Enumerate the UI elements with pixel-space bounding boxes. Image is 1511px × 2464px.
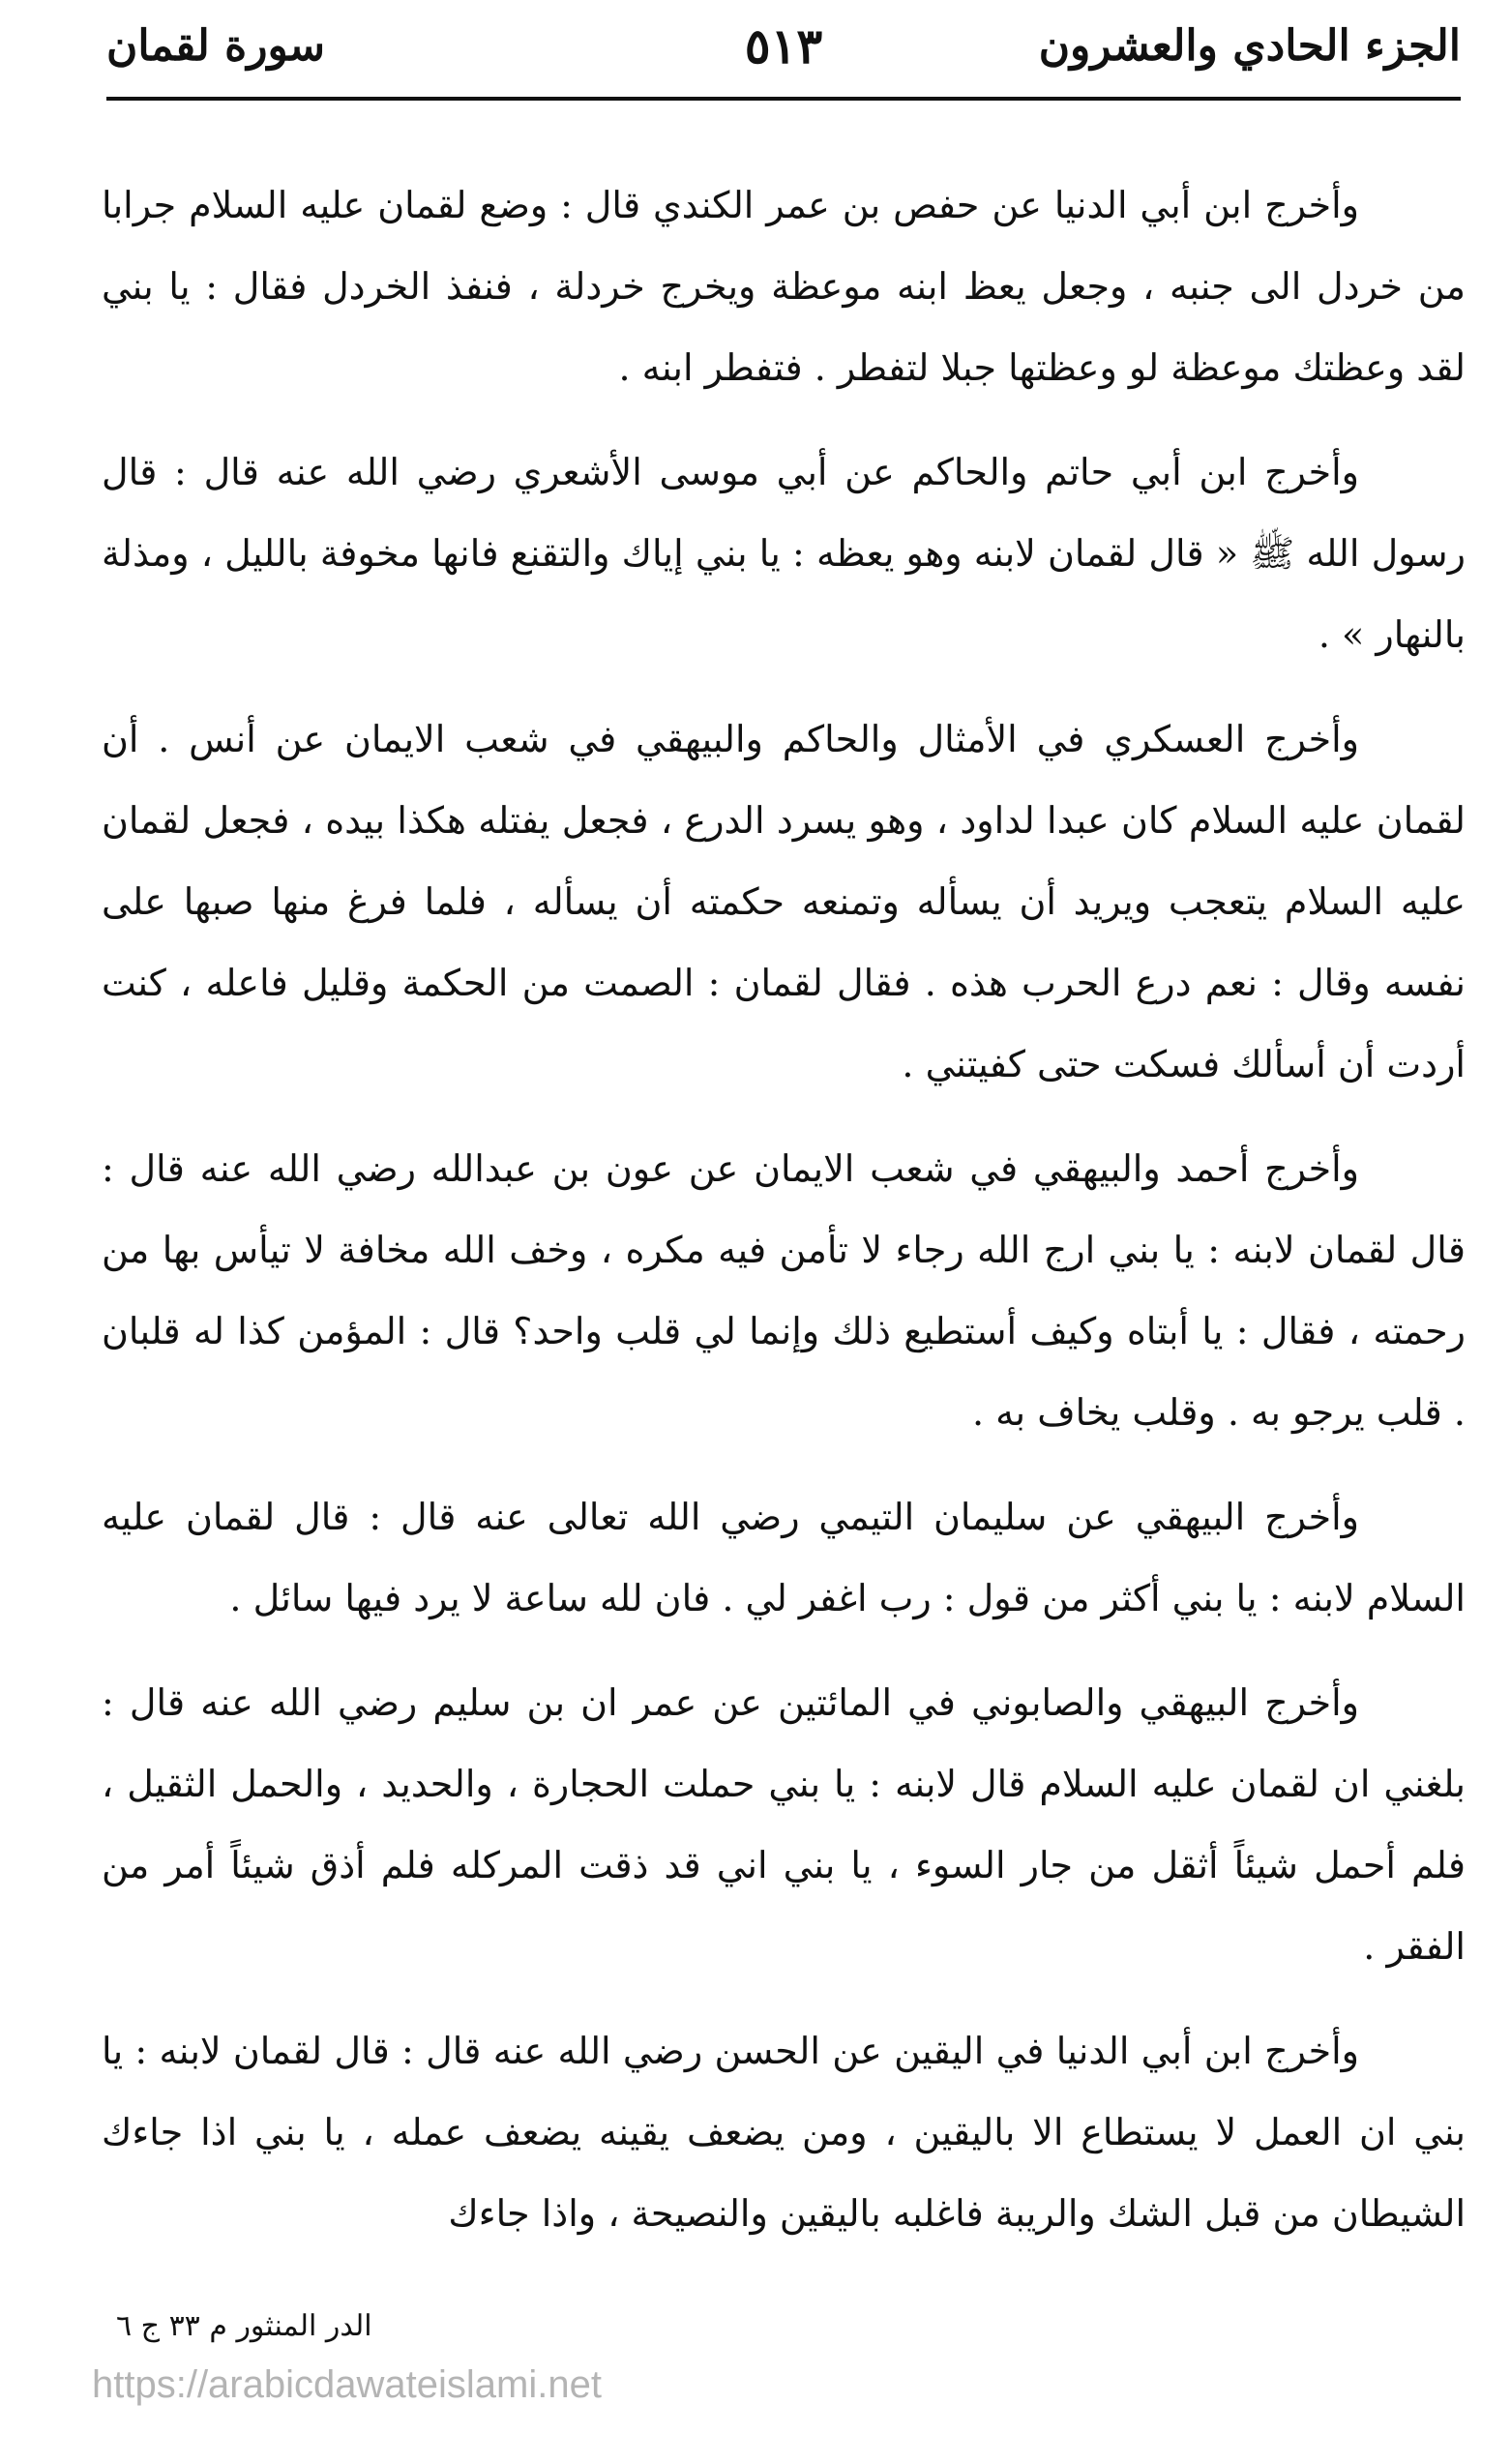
- watermark-url: https://arabicdawateislami.net: [92, 2363, 602, 2406]
- part-title: الجزء الحادي والعشرون: [1038, 21, 1461, 71]
- footnote-reference: الدر المنثور م ٣٣ ج ٦: [116, 2309, 372, 2343]
- paragraph: وأخرج العسكري في الأمثال والحاكم والبيهقي في شعب الايمان عن أنس . أن لقمان عليه السلام كان عبدا لداود ، وهو يسرد الدرع ، فجعل يفتله هكذا بيده ، فجعل لقمان عليه السلام يتعجب ويريد أن يسأله وتمنعه حكمته أن يسأله ، فلما فرغ منها صبها على نفسه وقال : نعم درع الحرب هذه . فقال لقمان : الصمت من الحكمة وقليل فاعله ، كنت أردت أن أسألك فسكت حتى كفيتني .: [102, 718, 1466, 1085]
- paragraph: وأخرج ابن أبي الدنيا في اليقين عن الحسن رضي الله عنه قال : قال لقمان لابنه : يا بني ان العمل لا يستطاع الا باليقين ، ومن يضعف يقينه يضعف عمله ، يا بني اذا جاءك الشيطان من قبل الشك والريبة فاغلبه باليقين والنصيحة ، واذا جاءك: [102, 2030, 1466, 2235]
- paragraph: وأخرج البيهقي عن سليمان التيمي رضي الله تعالى عنه قال : قال لقمان عليه السلام لابنه : يا بني أكثر من قول : رب اغفر لي . فان لله ساعة لا يرد فيها سائل .: [102, 1496, 1466, 1619]
- paragraph: وأخرج البيهقي والصابوني في المائتين عن عمر ان بن سليم رضي الله عنه قال : بلغني ان لقمان عليه السلام قال لابنه : يا بني حملت الحجارة ، والحديد ، والحمل الثقيل ، فلم أحمل شيئاً أثقل من جار السوء ، يا بني اني قد ذقت المركله فلم أذق شيئاً أمر من الفقر .: [102, 1681, 1466, 1968]
- page-header: [106, 0, 1461, 93]
- page-body: [102, 164, 1466, 2277]
- surah-title: سورة لقمان: [106, 21, 326, 71]
- header-rule: [106, 97, 1461, 101]
- paragraph: وأخرج ابن أبي الدنيا عن حفص بن عمر الكندي قال : وضع لقمان عليه السلام جرابا من خردل الى جنبه ، وجعل يعظ ابنه موعظة ويخرج خردلة ، فنفذ الخردل فقال : يا بني لقد وعظتك موعظة لو وعظتها جبلا لتفطر . فتفطر ابنه .: [102, 184, 1466, 389]
- paragraph: وأخرج أحمد والبيهقي في شعب الايمان عن عون بن عبدالله رضي الله عنه قال : قال لقمان لابنه : يا بني ارج الله رجاء لا تأمن فيه مكره ، وخف الله مخافة لا تيأس بها من رحمته ، فقال : يا أبتاه وكيف أستطيع ذلك وإنما لي قلب واحد؟ قال : المؤمن كذا له قلبان . قلب يرجو به . وقلب يخاف به .: [102, 1147, 1466, 1434]
- page-number: ٥١٣: [744, 17, 823, 74]
- paragraph: وأخرج ابن أبي حاتم والحاكم عن أبي موسى الأشعري رضي الله عنه قال : قال رسول الله ﷺ « قال لقمان لابنه وهو يعظه : يا بني إياك والتقنع فانها مخوفة بالليل ، ومذلة بالنهار » .: [102, 451, 1466, 656]
